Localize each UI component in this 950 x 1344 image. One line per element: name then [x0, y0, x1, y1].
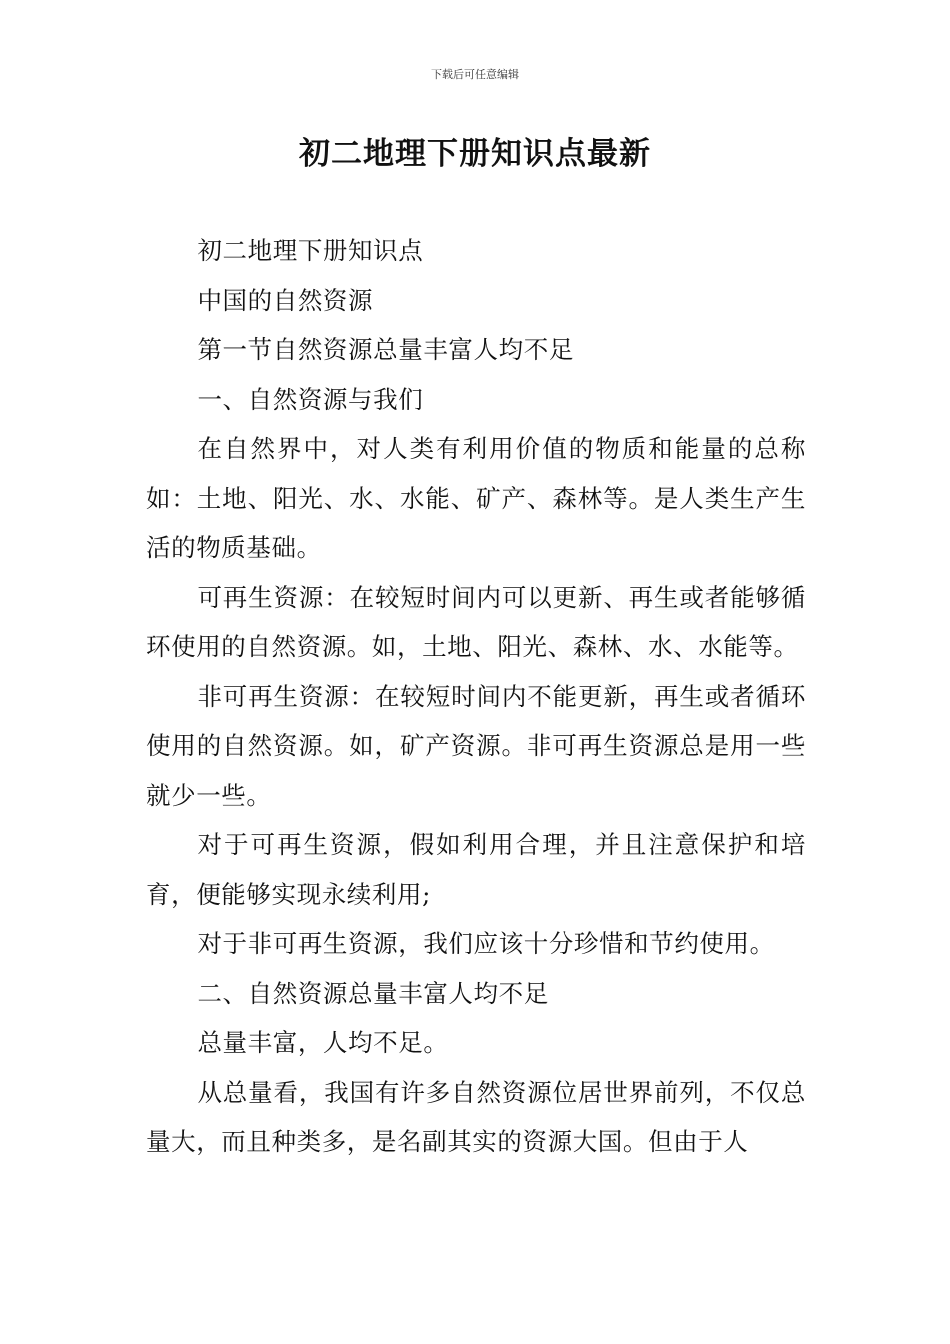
paragraph: 总量丰富，人均不足。 — [197, 1028, 449, 1057]
paragraph: 第一节自然资源总量丰富人均不足 — [197, 335, 574, 364]
paragraph: 对于可再生资源，假如利用合理，并且注意保护和培育，便能够实现永续利用; — [146, 830, 806, 909]
paragraph: 对于非可再生资源，我们应该十分珍惜和节约使用。 — [197, 929, 775, 958]
paragraph: 初二地理下册知识点 — [197, 236, 424, 265]
header-note: 下载后可任意编辑 — [431, 68, 519, 81]
document-body — [146, 226, 806, 1167]
paragraph: 从总量看，我国有许多自然资源位居世界前列，不仅总量大，而且种类多，是名副其实的资源大国。但由于人 — [146, 1077, 806, 1156]
paragraph: 一、自然资源与我们 — [197, 384, 424, 414]
document-title: 初二地理下册知识点最新 — [299, 136, 651, 172]
paragraph: 中国的自然资源 — [197, 285, 374, 315]
paragraph: 二、自然资源总量丰富人均不足 — [197, 978, 549, 1008]
paragraph: 可再生资源：在较短时间内可以更新、再生或者能够循环使用的自然资源。如，土地、阳光、森林、水、水能等。 — [146, 582, 806, 661]
paragraph: 非可再生资源：在较短时间内不能更新，再生或者循环使用的自然资源。如，矿产资源。非可再生资源总是用一些就少一些。 — [146, 681, 806, 810]
paragraph: 在自然界中，对人类有利用价值的物质和能量的总称如：土地、阳光、水、水能、矿产、森林等。是人类生产生活的物质基础。 — [146, 434, 806, 562]
